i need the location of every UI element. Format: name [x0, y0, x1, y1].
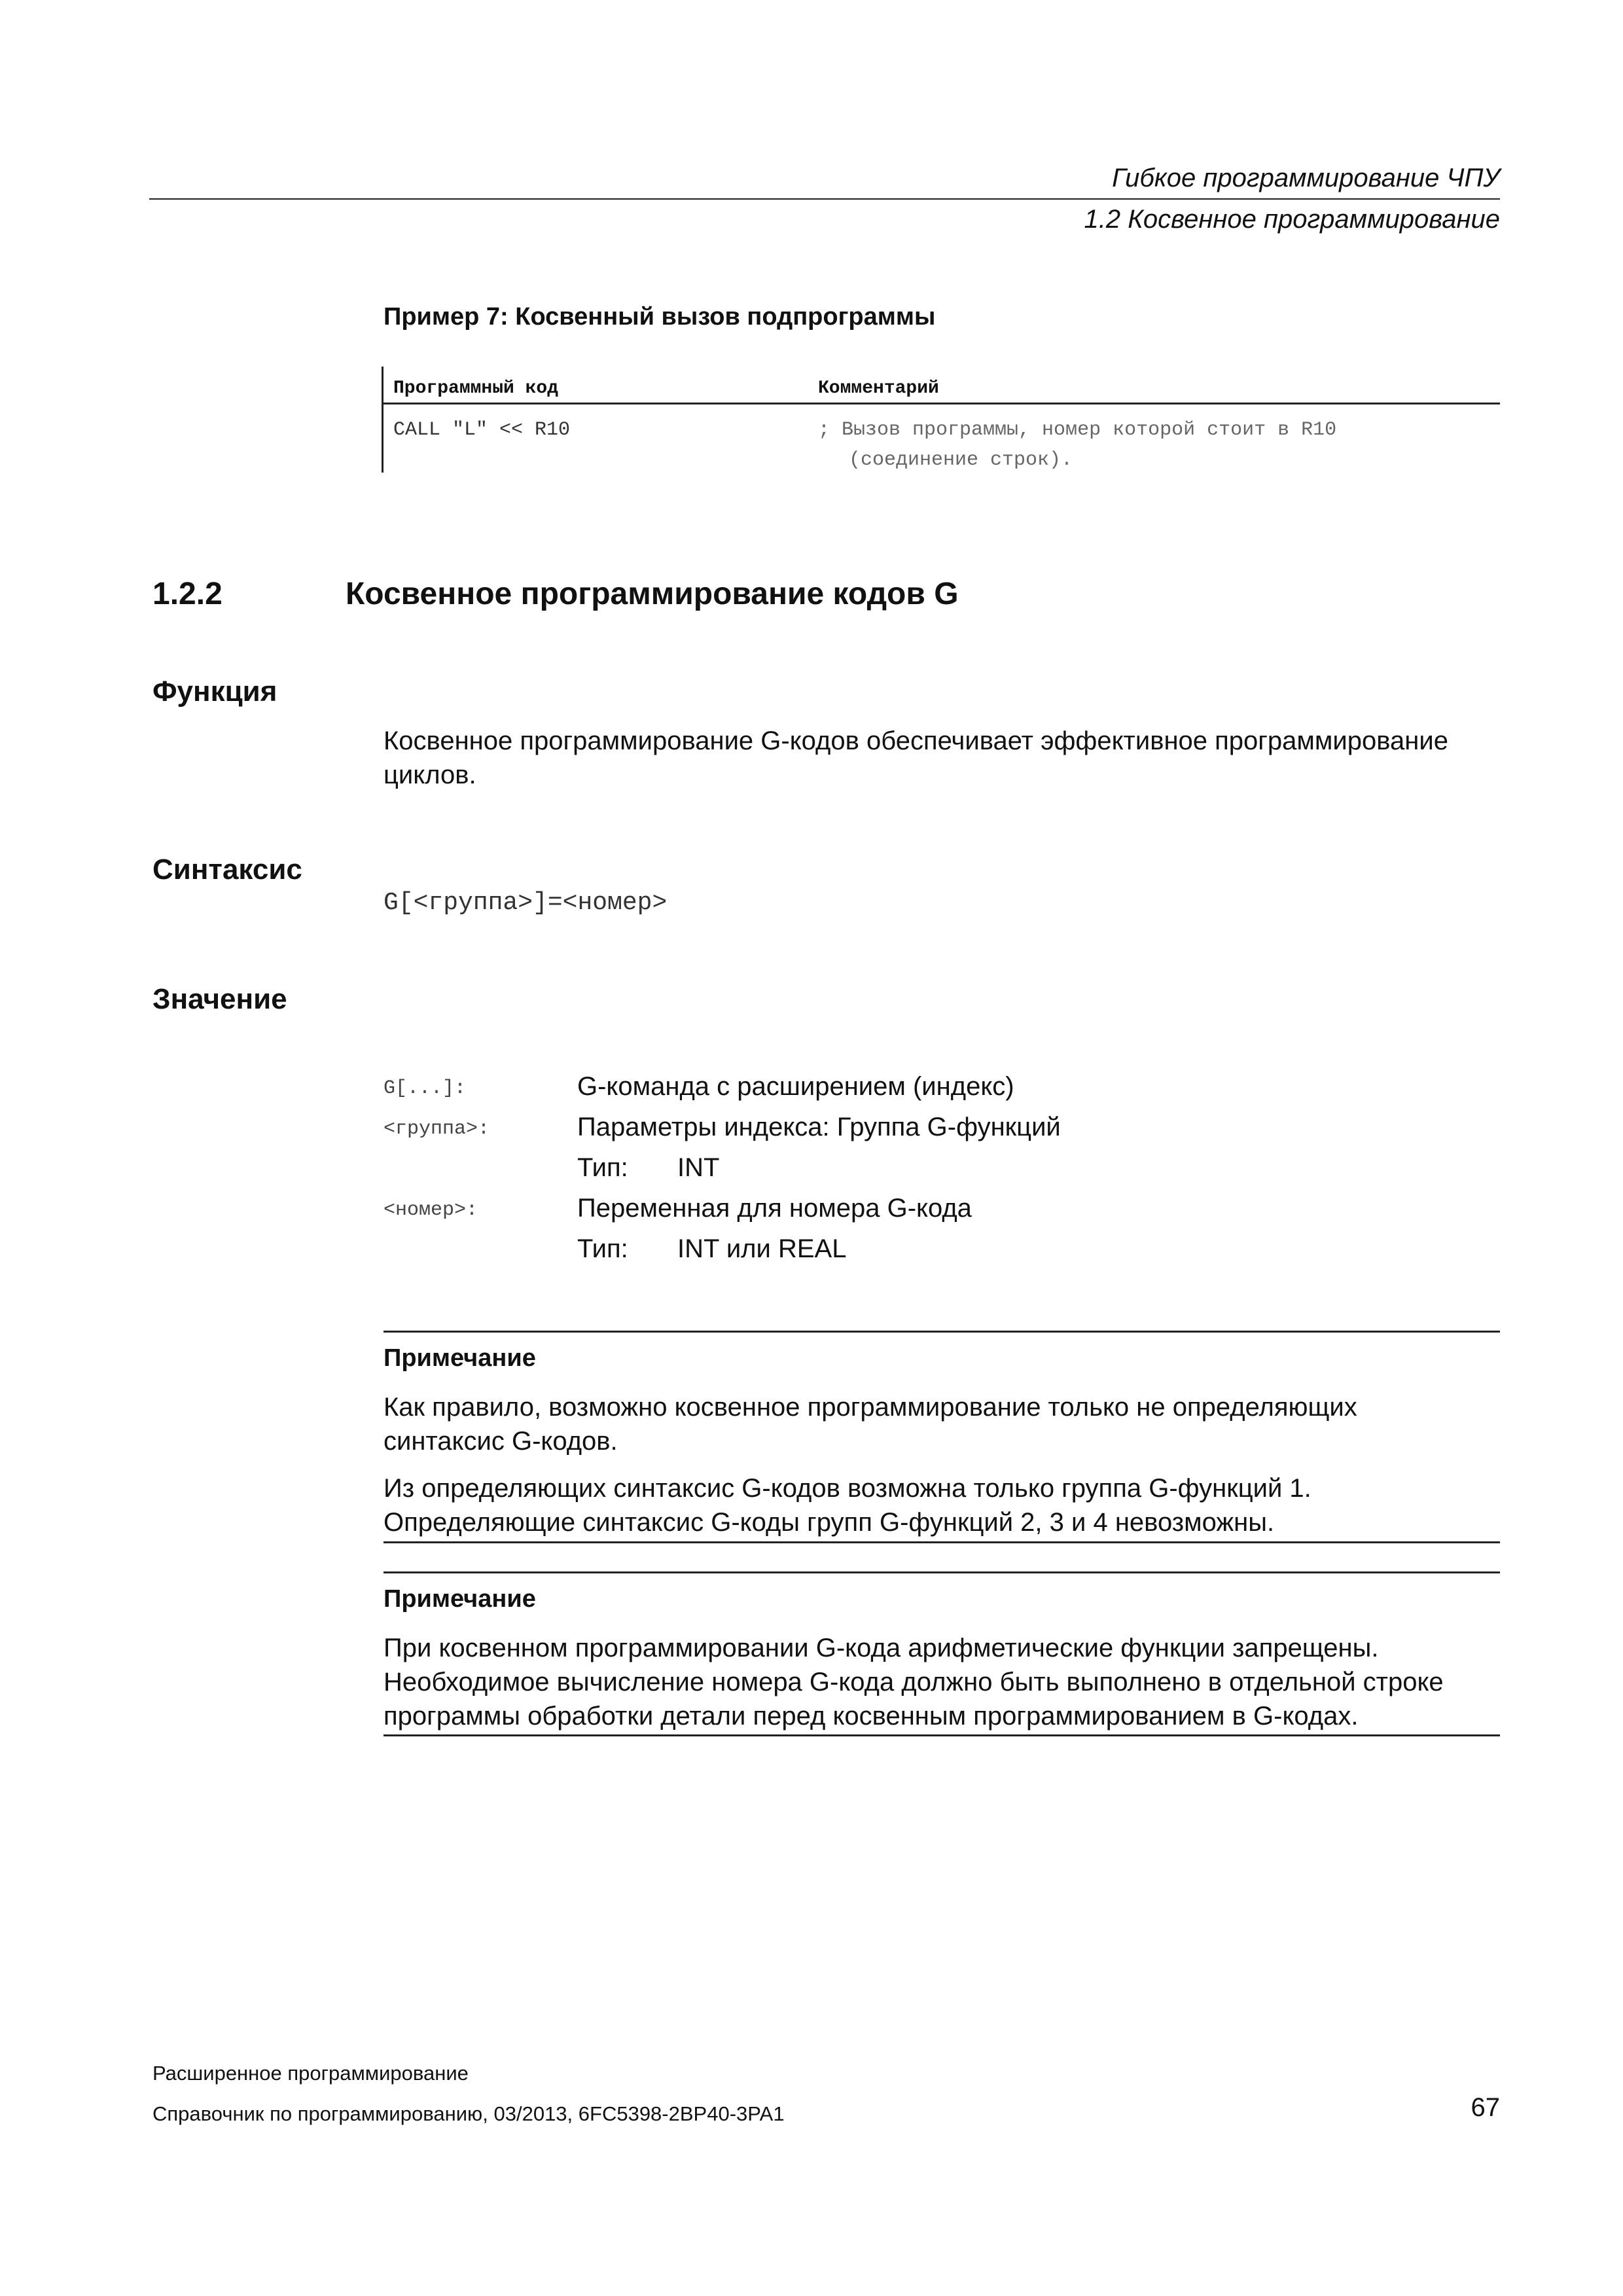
table-header-code: Программный код — [393, 378, 559, 399]
param-type-value-number: INT или REAL — [677, 1234, 847, 1263]
note2-line2: Необходимое вычисление номера G-кода должно быть выполнено в отдельной строке — [383, 1668, 1444, 1696]
section-title: Косвенное программирование кодов G — [346, 577, 959, 611]
param-desc-group: Параметры индекса: Группа G-функций — [577, 1113, 1061, 1141]
function-text-line2: циклов. — [383, 761, 476, 789]
header-rule — [149, 198, 1500, 200]
function-text-line1: Косвенное программирование G-кодов обеспечивает эффективное программирование — [383, 726, 1448, 755]
meaning-heading: Значение — [152, 983, 287, 1015]
syntax-code: G[<группа>]=<номер> — [383, 889, 668, 917]
table-left-bar — [382, 367, 383, 473]
table-header-rule — [383, 403, 1500, 404]
note1-p2-line2: Определяющие синтаксис G-коды групп G-функций 2, 3 и 4 невозможны. — [383, 1508, 1275, 1537]
running-header-title: Гибкое программирование ЧПУ — [1112, 164, 1500, 192]
param-key-g: G[...]: — [383, 1077, 467, 1100]
section-number: 1.2.2 — [152, 577, 223, 611]
note2-top-rule — [383, 1571, 1500, 1573]
table-code-cell: CALL "L" << R10 — [393, 419, 571, 441]
note1-p1-line2: синтаксис G-кодов. — [383, 1427, 618, 1456]
param-type-value-group: INT — [677, 1153, 720, 1182]
note2-bottom-rule — [383, 1734, 1500, 1736]
param-desc-g: G-команда с расширением (индекс) — [577, 1072, 1014, 1101]
page-number: 67 — [1471, 2093, 1500, 2122]
param-key-number: <номер>: — [383, 1199, 478, 1221]
example-title: Пример 7: Косвенный вызов подпрограммы — [383, 303, 936, 331]
note1-p2-line1: Из определяющих синтаксис G-кодов возможна только группа G-функций 1. — [383, 1474, 1311, 1503]
footer-line1: Расширенное программирование — [152, 2062, 469, 2085]
table-comment-line1: ; Вызов программы, номер которой стоит в R10 — [818, 419, 1337, 441]
param-desc-number: Переменная для номера G-кода — [577, 1194, 972, 1223]
note1-p1-line1: Как правило, возможно косвенное программирование только не определяющих — [383, 1393, 1357, 1422]
footer-line2: Справочник по программированию, 03/2013, 6FC5398-2BP40-3PA1 — [152, 2102, 785, 2125]
function-heading: Функция — [152, 675, 277, 708]
note2-line1: При косвенном программировании G-кода арифметические функции запрещены. — [383, 1634, 1379, 1662]
note1-top-rule — [383, 1331, 1500, 1333]
running-header-subtitle: 1.2 Косвенное программирование — [1084, 205, 1500, 234]
note1-title: Примечание — [383, 1344, 536, 1372]
note2-title: Примечание — [383, 1585, 536, 1613]
note2-line3: программы обработки детали перед косвенным программированием в G-кодах. — [383, 1702, 1359, 1731]
table-header-comment: Комментарий — [818, 378, 939, 399]
note1-bottom-rule — [383, 1541, 1500, 1543]
syntax-heading: Синтаксис — [152, 853, 302, 886]
table-comment-line2: (соединение строк). — [849, 449, 1073, 471]
param-key-group: <группа>: — [383, 1118, 490, 1140]
param-type-label-group: Тип: — [577, 1153, 628, 1182]
param-type-label-number: Тип: — [577, 1234, 628, 1263]
